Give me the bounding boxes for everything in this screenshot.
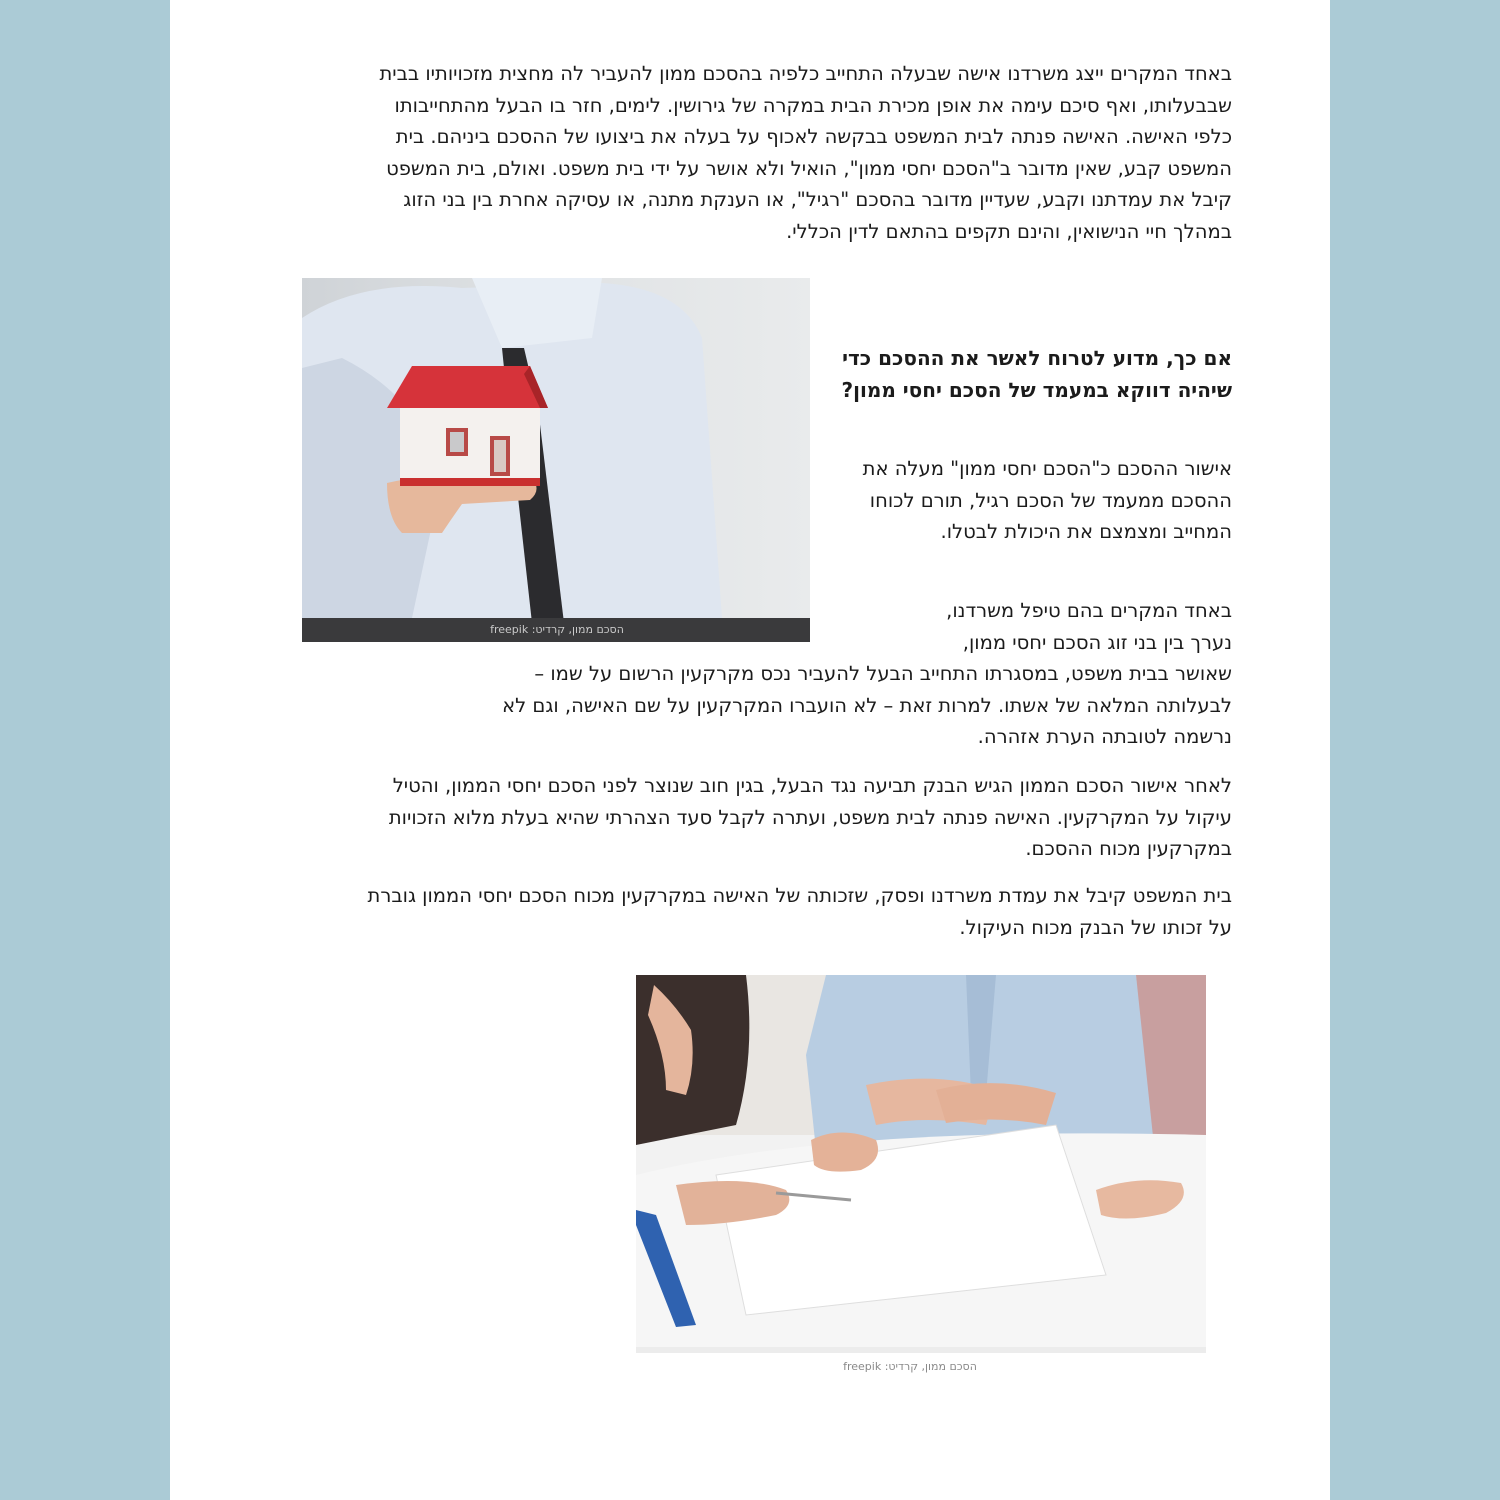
intro-paragraph: באחד המקרים ייצג משרדנו אישה שבעלה התחייב כלפיה בהסכם ממון להעביר לה מחצית מזכויותיו בבית שבבעלותו, ואף סיכם עימה את אופן מכירת הבית במקרה של גירושין. לימים, חזר בו הבעל מהתחייבותו כלפי האישה. האישה פנתה לבית המשפט בבקשה לאכוף על בעלה את ביצועו של ההסכם ביניהם. בית המשפט קבע, שאין מדובר ב"הסכם יחסי ממון", הואיל ולא אושר על ידי בית משפט. ואולם, בית המשפט קיבל את עמדתנו וקבע, שעדיין מדובר בהסכם "רגיל", או הענקת מתנה, או עסיקה אחרת בין בני הזוג במהלך חיי הנישואין, והינם תקפים בהתאם לדין הכללי. bbox=[379, 62, 1232, 243]
document-page bbox=[170, 0, 1330, 1500]
house-photo-caption: הסכם ממון, קרדיט: freepik bbox=[490, 623, 624, 636]
case-line: באחד המקרים בהם טיפל משרדנו, bbox=[946, 599, 1232, 622]
case-paragraph bbox=[360, 595, 1232, 753]
bank-paragraph: לאחר אישור הסכם הממון הגיש הבנק תביעה נגד הבעל, בגין חוב שנוצר לפני הסכם יחסי הממון, והטיל עיקול על המקרקעין. האישה פנתה לבית משפט, ועתרה לקבל סעד הצהרתי שהיא בעלת מלוא הזכויות במקרקעין מכוח ההסכם. bbox=[388, 774, 1232, 861]
case-line: שאושר בבית משפט, במסגרתו התחייב הבעל להעביר נכס מקרקעין הרשום על שמו – bbox=[534, 662, 1232, 686]
meeting-photo-caption: הסכם ממון, קרדיט: freepik bbox=[843, 1360, 977, 1373]
ruling-paragraph: בית המשפט קיבל את עמדת משרדנו ופסק, שזכותה של האישה במקרקעין מכוח הסכם יחסי הממון גוברת על זכותו של הבנק מכוח העיקול. bbox=[367, 884, 1232, 939]
case-line: נערך בין בני זוג הסכם יחסי ממון, bbox=[962, 630, 1232, 654]
house-in-hand-photo bbox=[302, 278, 810, 642]
approval-paragraph: אישור ההסכם כ"הסכם יחסי ממון" מעלה את ההסכם ממעמד של הסכם רגיל, תורם לכוחו המחייב ומצמצם את היכולת לבטלו. bbox=[862, 457, 1232, 544]
case-line: נרשמה לטובתה הערת אזהרה. bbox=[977, 725, 1232, 749]
section-heading: אם כך, מדוע לטרוח לאשר את ההסכם כדי שיהיה דווקא במעמד של הסכם יחסי ממון? bbox=[841, 346, 1232, 402]
case-line: לבעלותה המלאה של אשתו. למרות זאת – לא הועברו המקרקעין על שם האישה, וגם לא bbox=[502, 693, 1232, 717]
meeting-photo bbox=[636, 975, 1206, 1353]
